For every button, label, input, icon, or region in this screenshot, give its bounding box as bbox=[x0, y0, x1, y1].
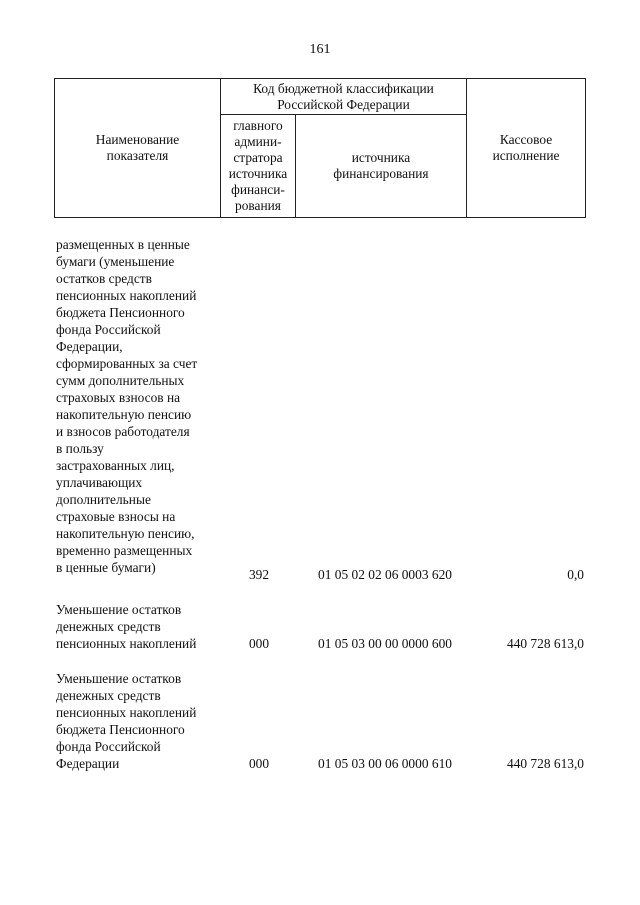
row-name: Уменьшение остатков денежных средств пенсионных накоплений bbox=[56, 602, 197, 651]
table-row bbox=[0, 236, 640, 586]
header-admin: главного админи- стратора источника финанси- рования bbox=[228, 118, 288, 213]
table-header bbox=[54, 78, 586, 218]
page-number: 161 bbox=[309, 42, 331, 57]
row-name: Уменьшение остатков денежных средств пенсионных накоплений бюджета Пенсионного фонда Российской Федерации bbox=[56, 671, 197, 771]
row-admin-code: 392 bbox=[248, 567, 270, 582]
header-border-right bbox=[585, 78, 586, 218]
row-amount: 440 728 613,0 bbox=[507, 636, 584, 651]
row-amount: 0,0 bbox=[567, 567, 584, 582]
table-row bbox=[0, 670, 640, 775]
row-admin-code: 000 bbox=[248, 636, 270, 651]
header-border-bottom bbox=[54, 217, 586, 218]
row-amount: 440 728 613,0 bbox=[507, 756, 584, 771]
table-row bbox=[0, 601, 640, 656]
header-source: источника финансирования bbox=[333, 150, 429, 181]
row-source-code: 01 05 03 00 06 0000 610 bbox=[318, 756, 452, 771]
header-kbk-group: Код бюджетной классификации Российской Федерации bbox=[253, 80, 434, 112]
row-source-code: 01 05 03 00 00 0000 600 bbox=[318, 636, 452, 651]
header-amount: Кассовое исполнение bbox=[492, 132, 560, 163]
row-name: размещенных в ценные бумаги (уменьшение остатков средств пенсионных накоплений бюджета Пенсионного фонда Российской Федерации, сформированных за счет сумм дополнительных страховых взносов на накопительную пенсию и взносов работодателя в пользу застрахованных лиц, уплачивающих дополнительные страховые взносы на накопительную пенсию, временно размещенных в ценные бумаги) bbox=[56, 237, 198, 575]
header-name: Наименование показателя bbox=[95, 132, 180, 163]
row-source-code: 01 05 02 02 06 0003 620 bbox=[318, 567, 452, 582]
row-admin-code: 000 bbox=[248, 756, 270, 771]
